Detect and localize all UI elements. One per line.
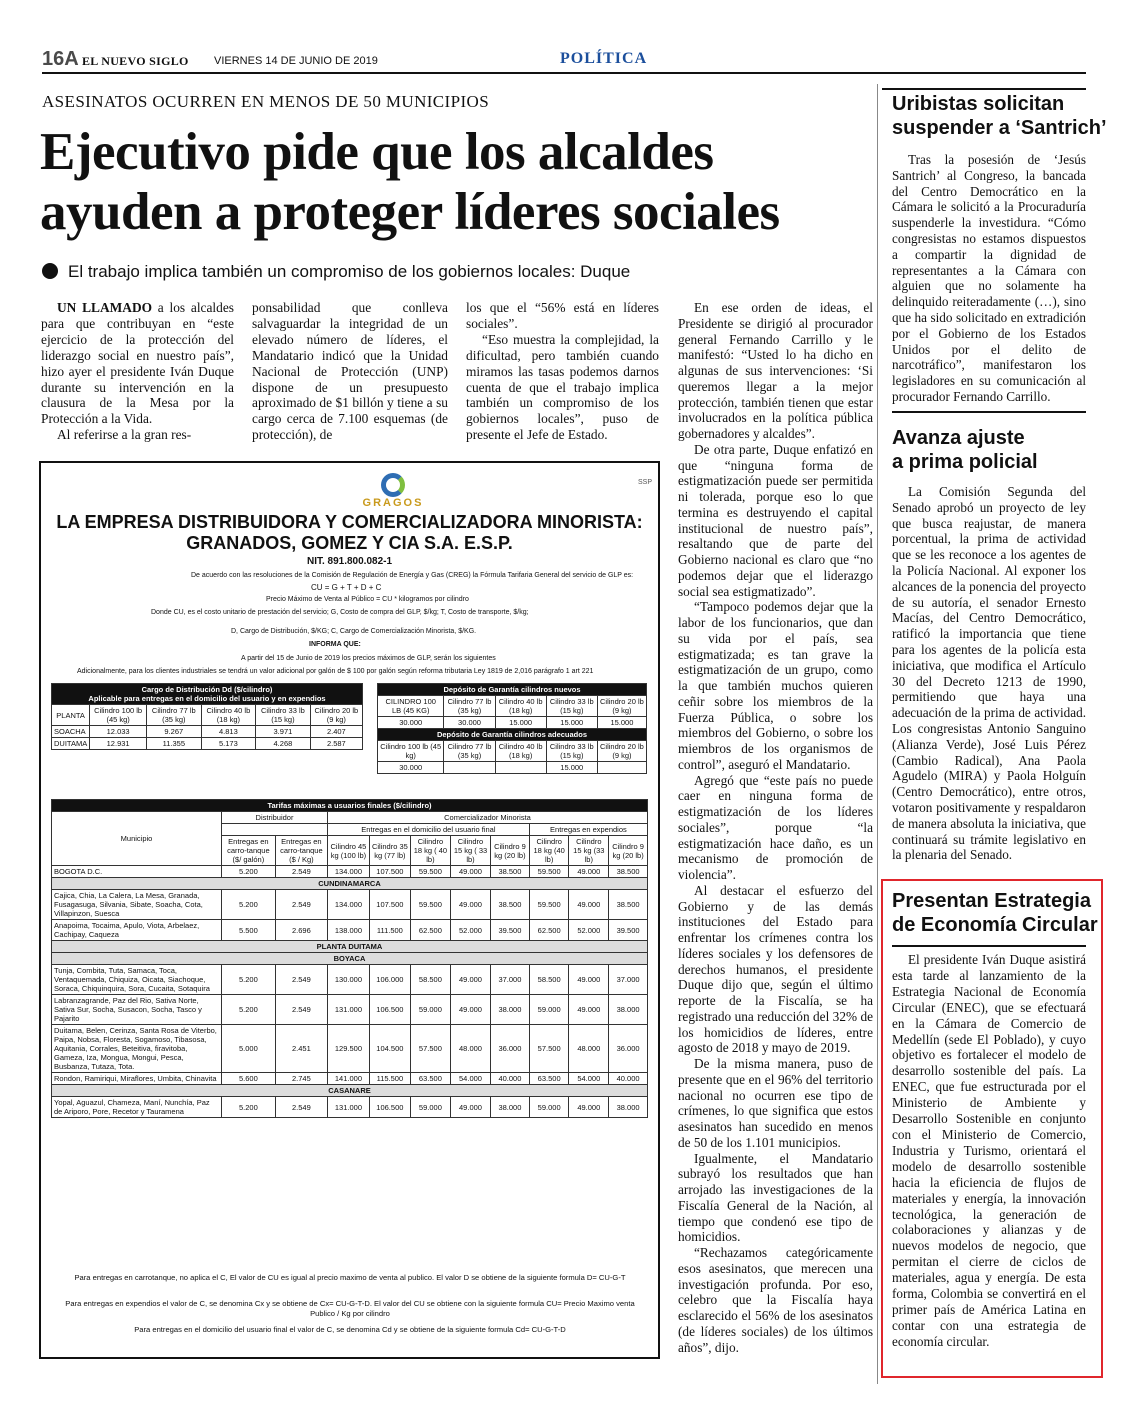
table-cell: 49.000 — [450, 866, 490, 878]
table-cell: 141.000 — [328, 1073, 370, 1085]
table-cell: 58.500 — [529, 965, 569, 995]
table-cell: 15.000 — [546, 762, 597, 774]
brief-title: Avanza ajuste a prima policial — [892, 427, 1038, 473]
table-cell — [444, 762, 495, 774]
table-cell: 2.745 — [275, 1073, 327, 1085]
story-column-4 — [678, 300, 873, 1355]
table-cell: 49.000 — [569, 965, 609, 995]
table-cell: 59.000 — [410, 995, 450, 1025]
column-header: CILINDRO 100 LB (45 KG) — [378, 696, 444, 717]
table-cell: 11.355 — [147, 738, 202, 750]
column-header: Cilindro 20 lb (9 kg) — [597, 696, 646, 717]
row-label: Duitama, Belen, Cerinza, Santa Rosa de Viterbo, Paipa, Nobsa, Floresta, Sogamoso, Tibasosa, Aquitania, Corrales, Beteitiva, firavitoba, Gameza, Iza, Mongua, Mongui, Pesca, Busbanza, Tutaza, Tota. — [52, 1025, 222, 1073]
column-header: Cilindro 9 kg (20 lb) — [609, 836, 648, 866]
headline-line-1: Ejecutivo pide que los alcaldes — [40, 123, 714, 181]
ad-intro: De acuerdo con las resoluciones de la Comisión de Regulación de Energía y Gas (CREG) la Fórmula Tarifaria General del servicio de GLP es: — [191, 572, 634, 579]
table-cell: 5.200 — [222, 995, 276, 1025]
row-label: Cajica, Chia, La Calera, La Mesa, Granada, Fusagasuga, Silvania, Sibate, Soacha, Cota, Villapinzon, Suesca — [52, 890, 222, 920]
table-cell: 129.500 — [328, 1025, 370, 1073]
table-cell: 63.500 — [410, 1073, 450, 1085]
table-section-row — [52, 1085, 648, 1097]
table-cell: 38.000 — [491, 1097, 530, 1118]
company-logo — [341, 473, 445, 507]
table-cell: 107.500 — [369, 890, 410, 920]
table-cell: 38.500 — [609, 890, 648, 920]
column-header: Entregas en expendios — [529, 824, 647, 836]
bullet-icon — [42, 263, 58, 279]
brief-body: La Comisión Segunda del Senado aprobó un proyecto de ley que busca reajustar, de manera porcentual, la prima de actividad que se les reconoce a los agentes de la Policía Nacional. Al exponer los alcances de la ponencia del proyecto de su autoría, el senador Ernesto Macías, del Centro Democrático, ratificó la importancia que tiene para los agentes de la policía esta iniciativa, que modifica el Artículo 30 del Decreto 1213 de 1990, permitiendo que haya una adecuación de la prima de actividad. Los congresistas Antonio Sanguino (Alianza Verde), José Luis Pérez (Cambio Radical), Ana Paola Agudelo (MIRA) y Paola Holguín (Centro Democrático), entre otros, votaron positivamente y respaldaron de manera absoluta la iniciativa, que continuará su trámite legislativo en la plenaria del Senado. — [892, 484, 1086, 863]
ad-definitions: D, Cargo de Distribución, $/KG; C, Cargo de Comercialización Minorista, $/KG. — [231, 628, 477, 635]
paragraph: “Tampoco podemos dejar que la labor de los funcionarios, que dan su vida por el país, sea estigmatizada; es tan grave la estigmatización de un grupo, como la que también muchos quieren ceñir sobre los miembros de la Fuerza Pública, o sobre los miembros del Gobierno, o sobre los miembros de los organismos de control”, aseguró el Mandatario. — [678, 599, 873, 772]
table-row — [52, 920, 648, 941]
table-cell: 5.500 — [222, 920, 276, 941]
logo-mark-icon — [381, 473, 405, 497]
table-cell: 15.000 — [495, 717, 546, 729]
headline-line-2: ayuden a proteger líderes sociales — [40, 183, 780, 241]
table-cell: 9.267 — [147, 726, 202, 738]
story-headline — [40, 122, 870, 242]
table-cell: 36.000 — [491, 1025, 530, 1073]
table-section-row — [52, 878, 648, 890]
ad-formula: CU = G + T + D + C — [311, 583, 382, 592]
table-cell: 52.000 — [450, 920, 490, 941]
row-label: DUITAMA — [52, 738, 90, 750]
row-label: Rondon, Ramiriqui, Miraflores, Umbita, Chinavita — [52, 1073, 222, 1085]
table-cell: 115.500 — [369, 1073, 410, 1085]
section-label: CASANARE — [52, 1085, 648, 1097]
table-cell: 49.000 — [450, 1097, 490, 1118]
table-cell: 59.000 — [529, 1097, 569, 1118]
table-cell: 12.931 — [90, 738, 147, 750]
issue-date: VIERNES 14 DE JUNIO DE 2019 — [214, 55, 378, 67]
column-header: PLANTA — [52, 705, 90, 726]
table-cell: 2.407 — [310, 726, 362, 738]
table-cell: 49.000 — [569, 1097, 609, 1118]
table-cell: 5.200 — [222, 866, 276, 878]
brief-rule — [892, 945, 1086, 947]
table-cell: 40.000 — [491, 1073, 530, 1085]
newspaper-name: EL NUEVO SIGLO — [82, 54, 189, 68]
column-header: Cilindro 20 lb (9 kg) — [597, 741, 646, 762]
table-cell: 2.696 — [275, 920, 327, 941]
table-cell: 40.000 — [609, 1073, 648, 1085]
table-cell: 59.000 — [529, 995, 569, 1025]
table-cell: 39.500 — [491, 920, 530, 941]
table-cell: 38.000 — [609, 995, 648, 1025]
story-deck — [42, 262, 630, 282]
vigilado-stamp-icon: SSP — [637, 479, 652, 486]
table-cell: 49.000 — [569, 995, 609, 1025]
table-cell: 59.500 — [529, 890, 569, 920]
table-cell: 30.000 — [444, 717, 495, 729]
column-header: Cilindro 20 lb (9 kg) — [310, 705, 362, 726]
table-cell — [597, 762, 646, 774]
ad-footnote: Para entregas en carrotanque, no aplica el C, El valor de CU es igual al precio maximo de venta al publico. El valor D se obtiene de la siguiente formula D= CU-G-T — [74, 1273, 626, 1282]
table-cell: 38.500 — [491, 866, 530, 878]
lead-in: UN LLAMADO — [57, 300, 153, 315]
paragraph: “Eso muestra la complejidad, la dificultad, pero también cuando miramos las tasas podemos darnos cuenta de que el trabajo implica también un compromiso de los gobiernos locales”, puso de presente el Jefe de Estado. — [466, 331, 659, 443]
table-cell: 111.500 — [369, 920, 410, 941]
section-name: POLÍTICA — [560, 50, 648, 67]
ad-definitions: Donde CU, es el costo unitario de prestación del servicio; G, Costo de compra del GLP, $/kg; T, Costo de transporte, $/kg; — [151, 609, 529, 616]
ad-footnote: Para entregas en expendios el valor de C, se denomina Cx y se obtiene de Cx= CU-G-T-D. El valor del CU se obtiene con la siguiente formula CU= Precio Maximo venta Publico / Kg por cilindro — [65, 1299, 635, 1318]
table-cell: 48.000 — [569, 1025, 609, 1073]
table-cell: 107.500 — [369, 866, 410, 878]
column-header: Cilindro 77 lb (35 kg) — [444, 741, 495, 762]
brief-title: Presentan Estrategia de Economía Circular — [892, 890, 1098, 936]
table-cell: 30.000 — [378, 762, 444, 774]
page-number: 16A — [42, 48, 79, 70]
table-row — [52, 890, 648, 920]
table-section-row — [52, 953, 648, 965]
column-header: Cilindro 35 kg (77 lb) — [369, 836, 410, 866]
paragraph: ponsabilidad que conlleva salvaguardar la integridad de un elevado número de líderes, el Mandatario indicó que la Unidad Nacional de Protección (UNP) dispone de un presupuesto aproximado de $1 billón y tiene a su cargo cerca de 7.100 esquemas (de protección), de — [252, 300, 448, 443]
row-label: Yopal, Aguazul, Chameza, Maní, Nunchía, Paz de Ariporo, Pore, Recetor y Tauramena — [52, 1097, 222, 1118]
story-kicker: ASESINATOS OCURREN EN MENOS DE 50 MUNICIPIOS — [42, 92, 490, 111]
table-cell: 131.000 — [328, 995, 370, 1025]
table-cell: 5.600 — [222, 1073, 276, 1085]
ad-from-date: A partir del 15 de Junio de 2019 los precios máximos de GLP, serán los siguientes — [241, 655, 496, 662]
table-cell: 12.033 — [90, 726, 147, 738]
column-header: Cilindro 33 lb (15 kg) — [546, 696, 597, 717]
table-cell: 2.451 — [275, 1025, 327, 1073]
table-cell: 3.971 — [256, 726, 311, 738]
gas-tariff-advertisement — [39, 461, 660, 1359]
table-cell: 106.500 — [369, 1097, 410, 1118]
table-cell: 54.000 — [450, 1073, 490, 1085]
table-cell: 38.000 — [609, 1097, 648, 1118]
column-header: Cilindro 33 lb (15 kg) — [256, 705, 311, 726]
table-cell: 5.000 — [222, 1025, 276, 1073]
table-cell: 4.813 — [201, 726, 256, 738]
column-header: Comercializador Minorista — [328, 812, 648, 824]
brief-rule — [882, 88, 1086, 90]
table-row — [52, 1073, 648, 1085]
ad-informa: INFORMA QUE: — [309, 641, 361, 648]
paragraph: De otra parte, Duque enfatizó en que “ninguna forma de estigmatización puede ser permitida ni tolerada, porque eso lo que termina es destruyendo el capital institucional de nuestro país”, resaltando que de parte del Gobierno nacional es claro que “no podemos dejar que el liderazgo social sea estigmatizado”. — [678, 441, 873, 599]
table-cell: 5.200 — [222, 1097, 276, 1118]
brief-title: Uribistas solicitan suspender a ‘Santrich’ — [892, 93, 1107, 139]
table-cell: 59.000 — [410, 1097, 450, 1118]
table-cell: 38.500 — [609, 866, 648, 878]
ad-company: GRANADOS, GOMEZ Y CIA S.A. E.S.P. — [186, 533, 513, 553]
table-cell: 37.000 — [491, 965, 530, 995]
table-cell: 131.000 — [328, 1097, 370, 1118]
row-label: SOACHA — [52, 726, 90, 738]
column-header: Cilindro 15 kg ( 33 lb) — [450, 836, 490, 866]
ad-footnote: Para entregas en el domicilio del usuario final el valor de C, se denomina Cd y se obtiene de la siguiente formula Cd= CU-G-T-D — [134, 1325, 566, 1334]
paragraph: Al referirse a la gran res- — [57, 427, 192, 443]
column-header: Cilindro 18 kg (40 lb) — [529, 836, 569, 866]
brief-body: Tras la posesión de ‘Jesús Santrich’ al Congreso, la bancada del Centro Democrático en la Cámara le solicitó a la Procuraduría suspenderle la investidura. “Cómo congresistas no estamos dispuestos a compartir la dignidad de representantes a la Cámara con alguien que no solamente ha delinquido reiteradamente (…), sino que ha sido solicitado en extradición por el Gobierno de los Estados Unidos por el delito de narcotráfico”, manifestaron los legisladores en su comunicación al procurador Fernando Carrillo. — [892, 152, 1086, 404]
table-cell: 130.000 — [328, 965, 370, 995]
table-cell: 106.500 — [369, 995, 410, 1025]
column-header: Cilindro 33 lb (15 kg) — [546, 741, 597, 762]
table-cell: 57.500 — [529, 1025, 569, 1073]
paragraph: Igualmente, el Mandatario subrayó los resultados que han arrojado las investigaciones de la Fiscalía General de la Nación, al tiempo que condenó ese tipo de homicidios. — [678, 1150, 873, 1245]
table-cell: 2.587 — [310, 738, 362, 750]
table-row — [52, 726, 363, 738]
table-cell: 4.268 — [256, 738, 311, 750]
table-row — [52, 866, 648, 878]
table-cell: 2.549 — [275, 866, 327, 878]
paragraph: los que el “56% está en líderes sociales”. — [466, 300, 659, 331]
paragraph: Al destacar el esfuerzo del Gobierno y de las demás instituciones del Estado para enfrentar los crímenes contra los líderes sociales y los defensores de derechos humanos, el presidente Duque dijo que, según el último reporte de la Fiscalía, se ha registrado una reducción del 32% de los homicidios de líderes, entre agosto de 2018 y mayo de 2019. — [678, 882, 873, 1056]
brief-rule — [892, 411, 1086, 413]
table-row — [52, 965, 648, 995]
table-title: Tarifas máximas a usuarios finales ($/cilindro) — [52, 800, 648, 812]
ad-nit: NIT. 891.800.082-1 — [306, 556, 393, 567]
table-cell: 2.549 — [275, 890, 327, 920]
logo-text: GRAGOS — [362, 497, 424, 509]
table-cell: 5.200 — [222, 890, 276, 920]
column-header: Distribuidor — [222, 812, 328, 824]
table-cell: 15.000 — [546, 717, 597, 729]
column-header: Cilindro 100 lb (45 kg) — [90, 705, 147, 726]
brief-body: El presidente Iván Duque asistirá esta tarde al lanzamiento de la Estrategia Nacional de Economía Circular (ENEC), que se efectuará en la Cámara de Comercio de Medellín (sede El Poblado), y cuyo objetivo es fortalecer el modelo de desarrollo sostenible del país. La ENEC, que fue estructurada por el Ministerio de Ambiente y Desarrollo Sostenible en conjunto con el Ministerio de Comercio, Industria y Turismo, orientará el modelo de desarrollo sostenible hacia la eficiencia de flujos de materiales y energía, la innovación tecnológica, la generación de colaboraciones y alianzas y de nuevos modelos de negocio, que permitan el cierre de ciclos de materiales, agua y energía. De esta forma, Colombia se convertirá en el primer país de América Latina en contar con una estrategia de economía circular. — [892, 952, 1086, 1349]
table-cell: 49.000 — [569, 866, 609, 878]
table-cell: 104.500 — [369, 1025, 410, 1073]
table-cell — [495, 762, 546, 774]
column-header: Cilindro 77 lb (35 kg) — [444, 696, 495, 717]
table-cell: 5.200 — [222, 965, 276, 995]
paragraph: De la misma manera, puso de presente que en el 96% del territorio nacional no ocurren ese tipo de crímenes, lo que significa que estos asesinatos han sucedido en menos de 50 de los 1.101 municipios. — [678, 1056, 873, 1150]
table-title: Depósito de Garantía cilindros adecuados — [378, 729, 647, 741]
table-cell: 2.549 — [275, 995, 327, 1025]
table-cell: 37.000 — [609, 965, 648, 995]
column-header: Cilindro 18 kg ( 40 lb) — [410, 836, 450, 866]
table-cell: 59.500 — [410, 890, 450, 920]
table-cell: 59.500 — [410, 866, 450, 878]
column-header: Municipio — [52, 812, 222, 866]
row-label: Anapoima, Tocaima, Apulo, Viota, Arbelaez, Cachipay, Caqueza — [52, 920, 222, 941]
column-header: Cilindro 100 lb (45 kg) — [378, 741, 444, 762]
table-cell: 38.500 — [491, 890, 530, 920]
column-header: Cilindro 77 lb (35 kg) — [147, 705, 202, 726]
final-user-tariffs-table — [51, 799, 648, 1118]
table-cell: 2.549 — [275, 1097, 327, 1118]
row-label: Tunja, Combita, Tuta, Samaca, Toca, Ventaquemada, Chiquiza, Oicata, Siachoque, Soraca, Chiquinquira, Sora, Cucaita, Sotaquira — [52, 965, 222, 995]
table-cell: 38.000 — [491, 995, 530, 1025]
table-cell: 5.173 — [201, 738, 256, 750]
row-label: BOGOTA D.C. — [52, 866, 222, 878]
table-cell: 106.000 — [369, 965, 410, 995]
table-cell: 62.500 — [410, 920, 450, 941]
section-label: BOYACA — [52, 953, 648, 965]
column-header: Cilindro 40 lb (18 kg) — [201, 705, 256, 726]
table-title: Cargo de Distribución Dd ($/cilindro) Aplicable para entregas en el domicilio del usuario y en expendios — [52, 684, 363, 705]
table-cell: 58.500 — [410, 965, 450, 995]
section-label: CUNDINAMARCA — [52, 878, 648, 890]
table-cell: 54.000 — [569, 1073, 609, 1085]
column-header: Entregas en carro-tanque ($ / Kg) — [275, 836, 327, 866]
paragraph: “Rechazamos categóricamente esos asesinatos, que merecen una investigación profunda. Por eso, celebro que la Fiscalía haya esclarecido el 56% de los asesinatos (de líderes sociales) de los últimos años”, dijo. — [678, 1245, 873, 1355]
column-header: Cilindro 40 lb (18 kg) — [495, 696, 546, 717]
column-header: Cilindro 9 kg (20 lb) — [491, 836, 530, 866]
ad-price-line: Precio Máximo de Venta al Público = CU * kilogramos por cilindro — [266, 596, 469, 603]
table-cell: 49.000 — [450, 965, 490, 995]
table-cell: 62.500 — [529, 920, 569, 941]
table-cell: 134.000 — [328, 866, 370, 878]
table-cell: 134.000 — [328, 890, 370, 920]
table-cell: 36.000 — [609, 1025, 648, 1073]
column-header: Cilindro 40 lb (18 kg) — [495, 741, 546, 762]
row-label: Labranzagrande, Paz del Rio, Sativa Norte, Sativa Sur, Socha, Susacon, Socha, Tasco y Pajarito — [52, 995, 222, 1025]
page-header — [42, 48, 1086, 74]
story-column-1 — [41, 300, 234, 443]
table-row — [52, 738, 363, 750]
table-cell: 59.500 — [529, 866, 569, 878]
column-header: Entregas en carro-tanque ($/ galón) — [222, 836, 276, 866]
table-cell: 15.000 — [597, 717, 646, 729]
paragraph: a los alcaldes para que contribuyan en “este ejercicio de la protección del liderazgo social en nuestro país”, hizo ayer el presidente Iván Duque durante su intervención en la clausura de la Mesa por la Protección a la Vida. — [41, 300, 234, 427]
table-row — [52, 1097, 648, 1118]
paragraph: Agregó que “este país no puede caer en ninguna forma de estigmatización de los líderes sociales”, porque “la estigmatización hace daño, es un mecanismo de promoción de violencia”. — [678, 772, 873, 882]
column-divider — [877, 84, 878, 1384]
table-section-row — [52, 941, 648, 953]
table-row — [52, 1025, 648, 1073]
table-cell: 52.000 — [569, 920, 609, 941]
table-cell: 57.500 — [410, 1025, 450, 1073]
table-cell: 2.549 — [275, 965, 327, 995]
section-label: PLANTA DUITAMA — [52, 941, 648, 953]
table-cell: 49.000 — [450, 995, 490, 1025]
deck-text: El trabajo implica también un compromiso de los gobiernos locales: Duque — [68, 262, 631, 281]
ad-title: LA EMPRESA DISTRIBUIDORA Y COMERCIALIZADORA MINORISTA: — [56, 512, 643, 532]
table-cell: 39.500 — [609, 920, 648, 941]
table-cell: 48.000 — [450, 1025, 490, 1073]
table-cell: 49.000 — [450, 890, 490, 920]
ad-additional: Adicionalmente, para los clientes industriales se tendrá un valor adicional por galón de $ 100 por galón según reforma tributaria Ley 1819 de 2,016 parágrafo 1 art 221 — [77, 668, 594, 675]
paragraph: En ese orden de ideas, el Presidente se dirigió al procurador general Fernando Carrillo y le manifestó: “Usted lo ha dicho en algunas de sus intervenciones: ‘Si queremos llegar a la mejor protección, también tienen que estar involucrados en la política pública gobernadores y alcaldes”. — [678, 300, 873, 441]
story-column-2 — [252, 300, 448, 443]
column-header: Cilindro 45 kg (100 lb) — [328, 836, 370, 866]
table-row — [52, 995, 648, 1025]
table-cell: 30.000 — [378, 717, 444, 729]
table-cell: 63.500 — [529, 1073, 569, 1085]
distribution-charge-table — [51, 683, 363, 750]
column-header: Entregas en el domicilio del usuario final — [328, 824, 530, 836]
table-cell: 138.000 — [328, 920, 370, 941]
story-column-3 — [466, 300, 659, 443]
column-header: Cilindro 15 kg (33 lb) — [569, 836, 609, 866]
table-cell: 49.000 — [569, 890, 609, 920]
table-title: Depósito de Garantía cilindros nuevos — [378, 684, 647, 696]
deposit-guarantee-table — [377, 683, 647, 774]
